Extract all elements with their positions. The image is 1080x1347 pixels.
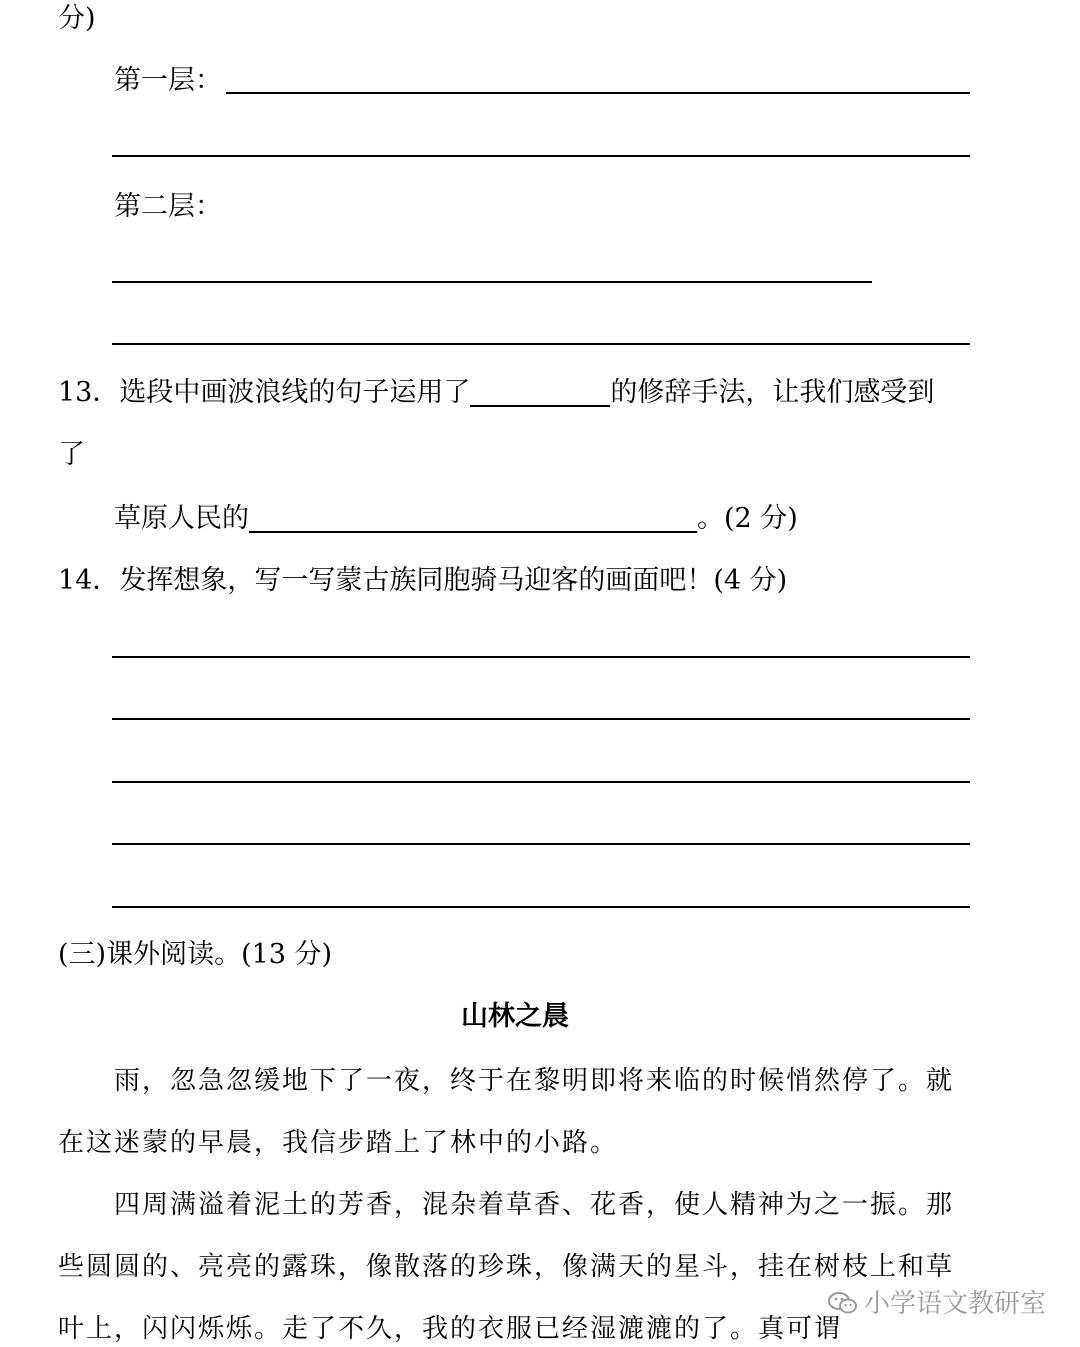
question-13-text-b: 的修辞手法，让我们感受到 xyxy=(610,377,935,408)
passage-para1-line2: 在这迷蒙的早晨，我信步踏上了林中的小路。 xyxy=(58,1128,619,1158)
answer-line-layer1-b[interactable] xyxy=(112,155,970,157)
answer-line-layer2-b[interactable] xyxy=(112,343,970,345)
question-13-line2-start: 草原人民的 xyxy=(114,503,249,534)
wechat-icon xyxy=(828,1291,858,1315)
passage-para2-line3: 叶上，闪闪烁烁。走了不久，我的衣服已经湿漉漉的了。真可谓 xyxy=(58,1314,843,1344)
answer-line-q14-2[interactable] xyxy=(112,718,970,720)
layer2-label: 第二层： xyxy=(114,191,222,222)
question-13-line1 xyxy=(58,376,934,410)
answer-line-q14-4[interactable] xyxy=(112,843,970,845)
question-13-text-a: 选段中画波浪线的句子运用了 xyxy=(119,377,471,408)
passage-para2-line2: 些圆圆的、亮亮的露珠，像散落的珍珠，像满天的星斗，挂在树枝上和草 xyxy=(58,1252,955,1282)
layer1-label: 第一层： xyxy=(114,65,222,96)
question-13-line2 xyxy=(114,502,798,536)
question-13-line2-end: 。(2 分) xyxy=(697,503,798,534)
watermark-text: 小学语文教研室 xyxy=(863,1289,1046,1319)
passage-para2-line1: 四周满溢着泥土的芳香，混杂着草香、花香，使人精神为之一振。那 xyxy=(114,1190,955,1220)
question-14-number: 14． xyxy=(58,565,120,596)
question-14-text: 发挥想象，写一写蒙古族同胞骑马迎客的画面吧！(4 分) xyxy=(119,565,788,596)
watermark xyxy=(828,1283,1046,1320)
passage-title: 山林之晨 xyxy=(461,1001,569,1032)
answer-line-layer1-a[interactable] xyxy=(226,92,970,94)
section-3-heading: (三)课外阅读。(13 分) xyxy=(58,939,333,970)
question-13-number: 13． xyxy=(58,377,120,408)
answer-line-q14-3[interactable] xyxy=(112,781,970,783)
question-13-blank-feeling[interactable] xyxy=(249,503,697,533)
answer-line-q14-1[interactable] xyxy=(112,656,970,658)
page-top-fragment: 分) xyxy=(58,3,96,34)
question-13-wrap: 了 xyxy=(58,439,85,470)
passage-para1-line1: 雨，忽急忽缓地下了一夜，终于在黎明即将来临的时候悄然停了。就 xyxy=(114,1066,955,1096)
question-13-blank-rhetoric[interactable] xyxy=(470,377,610,407)
question-14 xyxy=(58,564,787,598)
answer-line-q14-5[interactable] xyxy=(112,906,970,908)
answer-line-layer2-a[interactable] xyxy=(112,281,872,283)
